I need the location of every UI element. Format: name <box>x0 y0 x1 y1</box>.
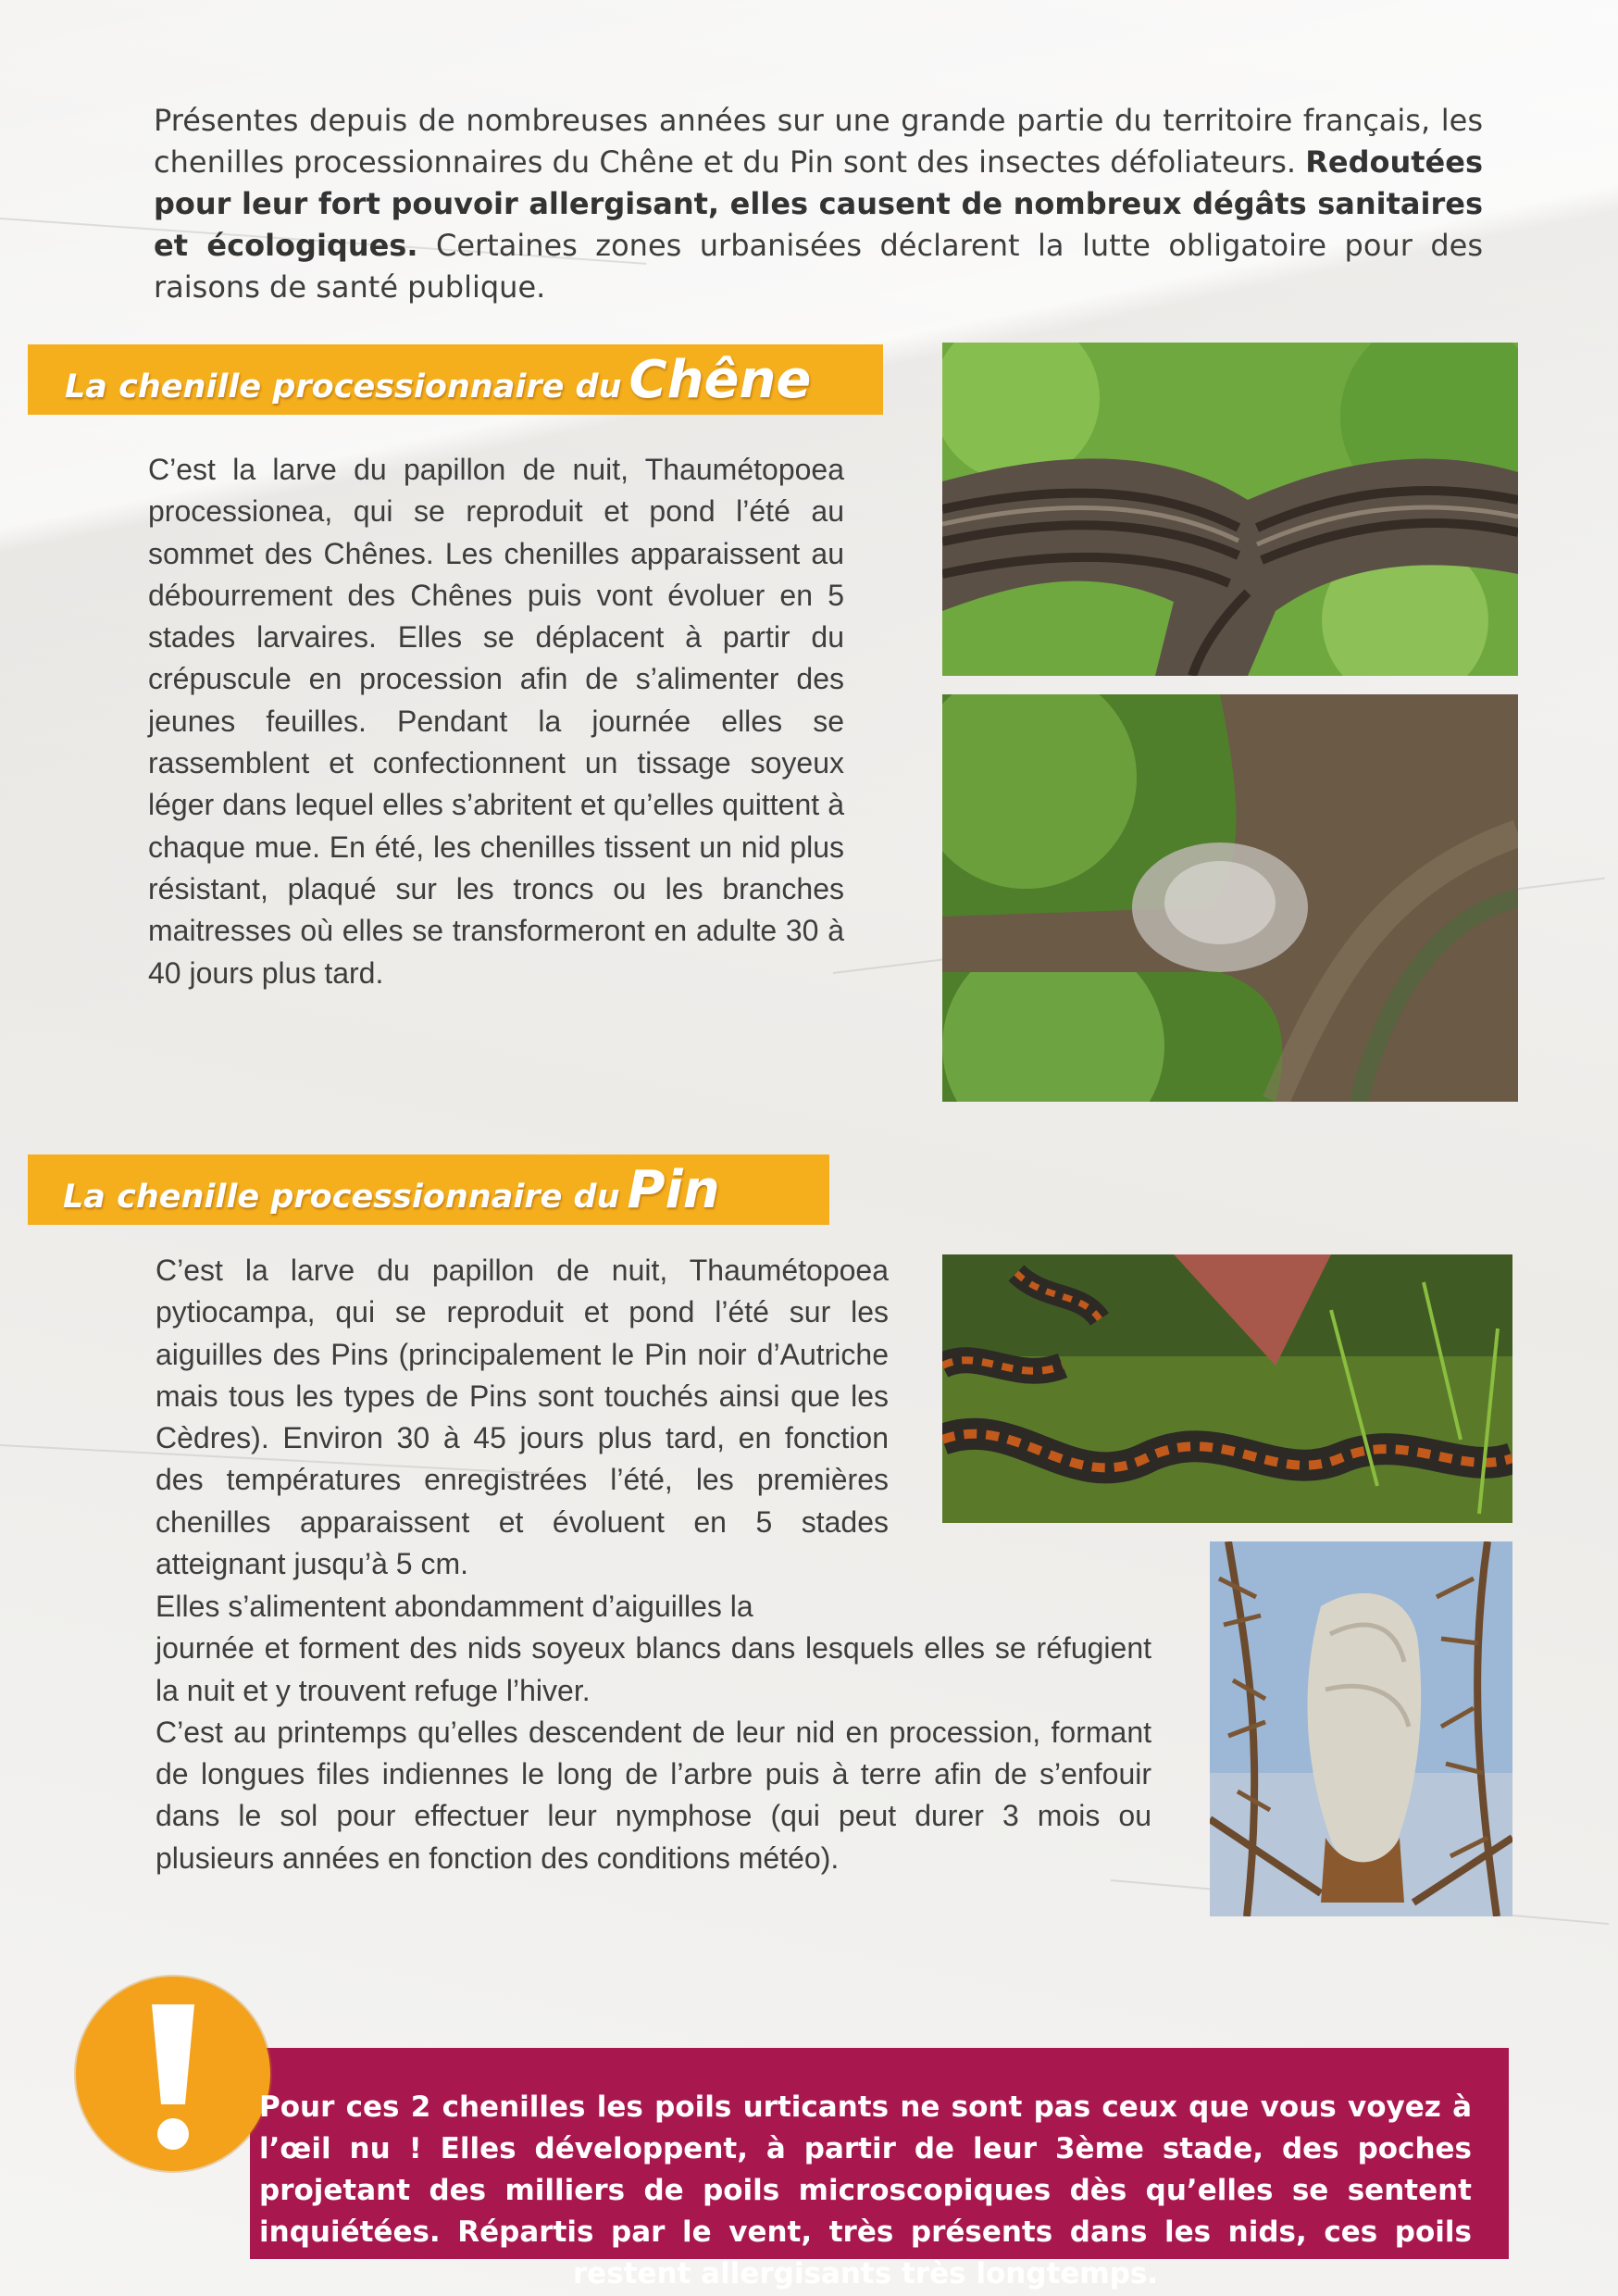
pin-text-line: Elles s’alimentent abondamment d’aiguilles la <box>156 1590 753 1623</box>
intro-text: Présentes depuis de nombreuses années sur une grande partie du territoire français, les chenilles processionnaires du Chêne et du Pin sont des insectes défoliateurs. <box>154 103 1483 180</box>
heading-pin-prefix: La chenille processionnaire du <box>63 1179 620 1216</box>
heading-chene-name: Chêne <box>629 350 812 410</box>
heading-chene <box>28 344 883 415</box>
chene-description: C’est la larve du papillon de nuit, Thaumétopoea processionea, qui se reproduit et pond l’été au sommet des Chênes. Les chenilles apparaissent au débourrement des Chênes puis vont évoluer en 5 stades larvaires. Elles se déplacent à partir du crépuscule en procession afin de s’alimenter des jeunes feuilles. Pendant la journée elles se rassemblent et confectionnent un tissage soyeux léger dans lequel elles s’abritent et qu’elles quittent à chaque mue. En été, les chenilles tissent un nid plus résistant, plaqué sur les troncs ou les branches maitresses où elles se transformeront en adulte 30 à 40 jours plus tard. <box>148 453 844 990</box>
warning-text: Pour ces 2 chenilles les poils urticants ne sont pas ceux que vous voyez à l’œil nu ! Elles développent, à partir de leur 3ème stade, des poches projetant des milliers de poils microscopiques dès qu’elles se sentent inquiétées. Répartis par le vent, très présents dans les nids, ces poils restent allergisants très longtemps. <box>259 2090 1472 2290</box>
pin-text-procession: C’est au printemps qu’elles descendent de leur nid en procession, formant de longues files indiennes le long de l’arbre puis à terre afin de s’enfouir dans le sol pour effectuer leur nymphose (qui peut durer 3 mois ou plusieurs années en fonction des conditions météo). <box>156 1715 1151 1875</box>
photo-oak-nest-on-trunk <box>942 694 1518 1102</box>
pin-text-lines: journée et forment des nids soyeux blancs dans lesquels elles se réfugient la nuit et y trouvent refuge l’hiver. <box>156 1631 1151 1707</box>
pin-description-part1: C’est la larve du papillon de nuit, Thaumétopoea pytiocampa, qui se reproduit et pond l’été sur les aiguilles des Pins (principalement le Pin noir d’Autriche mais tous les types de Pins sont touchés ainsi que les Cèdres). Environ 30 à 45 jours plus tard, en fonction des températures enregistrées l’été, les premières chenilles apparaissent et évoluent en 5 stades atteignant jusqu’à 5 cm. <box>156 1254 889 1581</box>
photo-oak-caterpillars-procession <box>942 343 1518 676</box>
photo-pine-caterpillars-procession <box>942 1254 1512 1523</box>
intro-emphasis: Redoutées pour leur fort pouvoir allergisant, elles causent de nombreux dégâts sanitaires et écologiques. <box>154 144 1483 263</box>
intro-text-end: Certaines zones urbanisées déclarent la lutte obligatoire pour des raisons de santé publique. <box>154 228 1484 305</box>
heading-chene-prefix: La chenille processionnaire du <box>65 368 622 406</box>
warning-badge <box>76 1977 270 2171</box>
heading-pin-name: Pin <box>627 1160 720 1220</box>
heading-pin <box>28 1154 829 1225</box>
intro-paragraph <box>154 100 1483 308</box>
pin-description-part2 <box>156 1586 1151 1879</box>
photo-pine-silk-nest <box>1210 1541 1512 1916</box>
exclamation-icon <box>76 1977 270 2171</box>
